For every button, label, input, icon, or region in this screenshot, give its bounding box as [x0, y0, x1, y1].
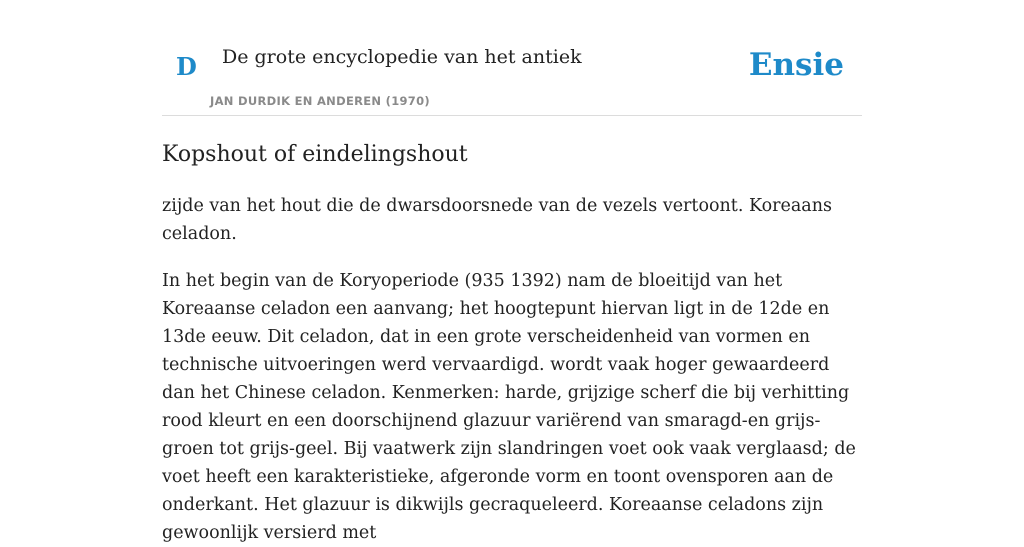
entry-content — [162, 192, 862, 547]
ensie-logo[interactable]: Ensie — [748, 47, 844, 83]
book-logo-letter[interactable]: D — [176, 52, 197, 81]
book-author: JAN DURDIK EN ANDEREN (1970) — [210, 94, 430, 108]
entry-title: Kopshout of eindelingshout — [162, 142, 468, 167]
paragraph-2: In het begin van de Koryoperiode (935 1392) nam de bloeitijd van het Koreaanse celadon een aanvang; het hoogtepunt hiervan ligt in de 12de en 13de eeuw. Dit celadon, dat in een grote verscheidenheid van vormen en technische uitvoeringen werd vervaardigd. wordt vaak hoger gewaardeerd dan het Chinese celadon. Kenmerken: harde, grijzige scherf die bij verhitting rood kleurt en een doorschijnend glazuur variërend van smaragd-en grijs-groen tot grijs-geel. Bij vaatwerk zijn slandringen voet ook vaak verglaasd; de voet heeft een karakteristieke, afgeronde vorm en toont ovensporen aan de onderkant. Het glazuur is dikwijls gecraqueleerd. Koreaanse celadons zijn gewoonlijk versierd met — [162, 271, 856, 544]
header — [162, 0, 862, 116]
page — [162, 0, 862, 547]
book-title[interactable]: De grote encyclopedie van het antiek — [222, 46, 582, 68]
paragraph-1: zijde van het hout die de dwarsdoorsnede van de vezels vertoont. Koreaans celadon. — [162, 196, 832, 245]
